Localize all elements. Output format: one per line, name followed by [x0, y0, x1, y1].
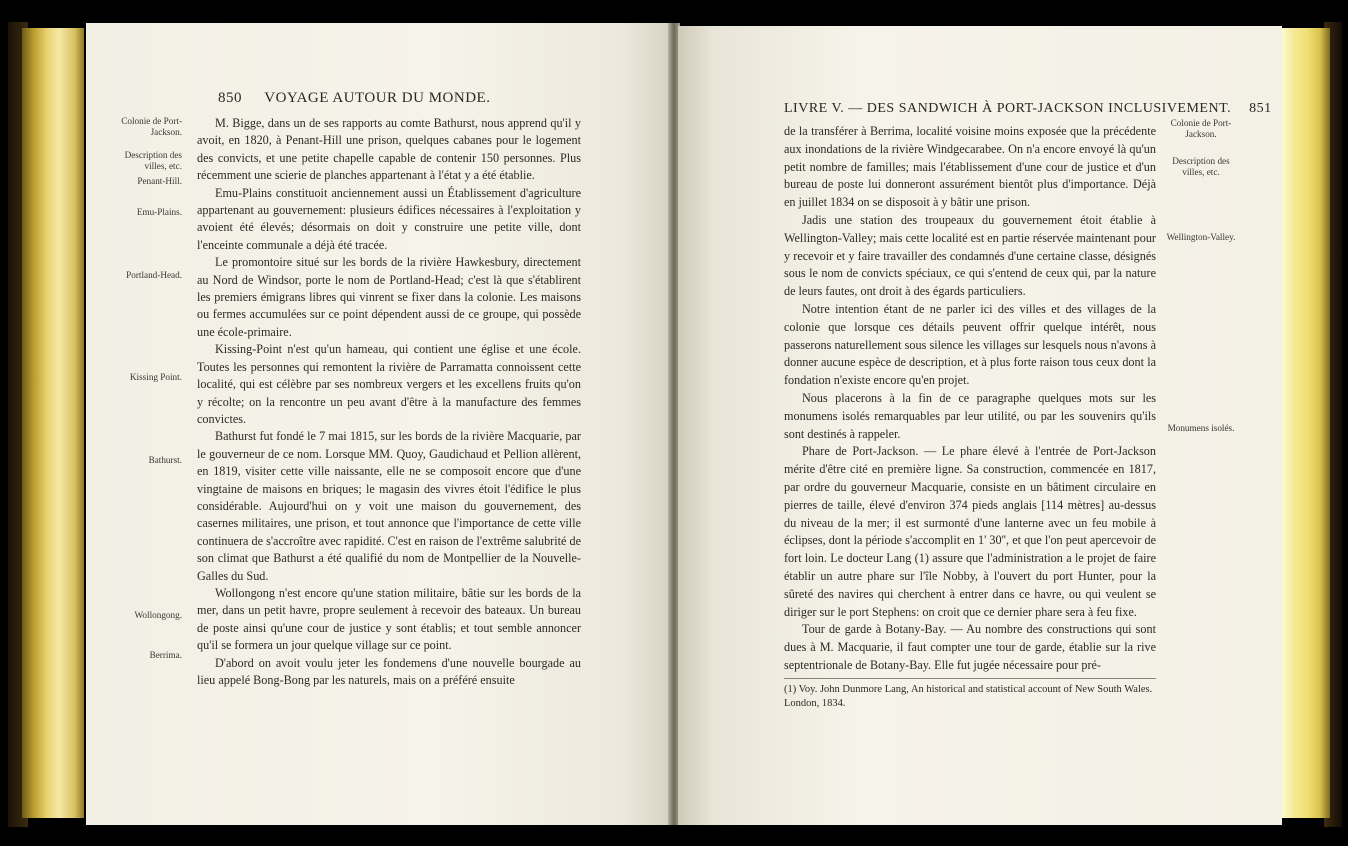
left-page	[86, 23, 670, 825]
margin-note: Kissing Point.	[129, 372, 182, 382]
margin-note: Berrima.	[149, 650, 182, 660]
right-page	[678, 26, 1282, 825]
page-edges-right	[1280, 28, 1330, 818]
footnote-divider	[784, 678, 1156, 679]
paragraph: Notre intention étant de ne parler ici des villes et des villages de la colonie que lorsque ces détails peuvent offrir quelque intérêt, nous passerons naturellement sous silence les villages sur lesquels nous n'avons à donner aucune espèce de description, et à plus forte raison tous ceux dont la fondation n'existe encore qu'en projet.	[784, 301, 1156, 388]
margin-note: Description des villes, etc.	[1172, 156, 1230, 177]
margin-note: Portland-Head.	[126, 270, 182, 280]
paragraph: de la transférer à Berrima, localité voisine moins exposée que la précédente aux inondations de la rivière Windgecarabee. On n'a encore envoyé là qu'un petit nombre de familles; mais l'établissement d'une cour de justice et d'un bureau de poste lui donneront assurément bientôt plus d'importance. Déjà en juillet 1834 on se disposoit à y bâtir une prison.	[784, 124, 1156, 210]
margin-note: Wellington-Valley.	[1166, 232, 1236, 242]
paragraph: D'abord on avoit voulu jeter les fondemens d'une nouvelle bourgade au lieu appelé Bong-Bong par les naturels, mais on a préféré ensuite	[197, 655, 581, 687]
paragraph: Jadis une station des troupeaux du gouvernement étoit établie à Wellington-Valley; mais cette localité est en partie réservée maintenant pour y recevoir et y faire travailler des condamnés d'une certaine classe, désignés sous le nom de convicts spéciaux, ce qui s'entend de ceux qui, par la nature de leurs fautes, ont droit à des égards particuliers.	[784, 212, 1156, 299]
paragraph: Bathurst fut fondé le 7 mai 1815, sur les bords de la rivière Macquarie, par le gouverneur de ce nom. Lorsque MM. Quoy, Gaudichaud et Pellion allèrent, en 1819, visiter cette ville naissante, elle ne se composoit encore que d'une vingtaine de maisons en briques; le magasin des vivres étoit l'édifice le plus considérable. Aujourd'hui on y voit une maison du gouvernement, des casernes militaires, une prison, et tout annonce que l'importance de cette ville continuera de s'accroître avec rapidité. C'est en raison de l'extrême salubrité de son climat que Bathurst a été qualifié du nom de Montpellier de la Nouvelle-Galles du Sud.	[197, 429, 581, 583]
paragraph: M. Bigge, dans un de ses rapports au comte Bathurst, nous apprend qu'il y avoit, en 1820, à Penant-Hill une prison, quelques cabanes pour le logement des convicts, et une petite chapelle capable de contenir 150 personnes. Plus récemment une scierie de planches appartenant à l'état y a été établie.	[197, 116, 581, 183]
margin-note: Wollongong.	[134, 610, 182, 620]
left-running-head: VOYAGE AUTOUR DU MONDE.	[264, 90, 491, 106]
page-edges-left	[22, 28, 84, 818]
right-page-header	[784, 101, 1272, 117]
margin-note: Emu-Plains.	[136, 207, 182, 217]
right-page-body	[784, 123, 1156, 675]
margin-note: Penant-Hill.	[137, 176, 182, 186]
paragraph: Le promontoire situé sur les bords de la rivière Hawkesbury, directement au Nord de Windsor, porte le nom de Portland-Head; c'est là que s'établirent les premiers émigrans libres qui vinrent se fixer dans la colonie. Les maisons ou fermes accumulées sur ce point dépendent aussi de ce groupe, qui possède une école-primaire.	[197, 255, 581, 339]
margin-note: Monumens isolés.	[1167, 423, 1235, 433]
left-page-number: 850	[218, 90, 242, 106]
paragraph: Tour de garde à Botany-Bay. — Au nombre des constructions qui sont dues à M. Macquarie, il faut compter une tour de garde, établie sur la rive septentrionale de Botany-Bay. Elle fut jugée nécessaire pour pré-	[784, 622, 1156, 672]
left-page-header	[218, 90, 490, 107]
paragraph: Kissing-Point n'est qu'un hameau, qui contient une église et une école. Toutes les personnes qui remontent la rivière de Parramatta connoissent cette localité, qui est célèbre par ses nombreux vergers et les excellens fruits qu'on y récolte; on la rencontre un peu avant d'être à la manufacture des femmes convictes.	[197, 342, 581, 426]
margin-note: Description des villes, etc.	[124, 150, 182, 171]
right-running-head: LIVRE V. — DES SANDWICH À PORT-JACKSON INCLUSIVEMENT.	[784, 101, 1232, 116]
margin-note: Colonie de Port-Jackson.	[121, 116, 182, 137]
margin-note: Colonie de Port-Jackson.	[1170, 118, 1232, 139]
paragraph: Nous placerons à la fin de ce paragraphe quelques mots sur les monumens isolés remarquables par leur utilité, ou par les souvenirs qu'ils sont destinés à rappeler.	[784, 390, 1156, 441]
paragraph: Phare de Port-Jackson. — Le phare élevé à l'entrée de Port-Jackson mérite d'être cité en première ligne. Sa construction, commencée en 1817, par ordre du gouverneur Macquarie, consiste en un bâtiment circulaire en pierres de taille, élevé d'environ 374 pieds anglais [114 mètres] au-dessus du niveau de la mer; il est surmonté d'une lanterne avec un feu mobile à éclipses, dont la période s'accomplit en 1' 30'', et que l'on peut apercevoir de fort loin. Le docteur Lang (1) assure que l'administration a le projet de faire établir un autre phare sur l'île Nobby, à l'ouvert du port Hunter, pour la sûreté des navires qui cherchent à entrer dans ce havre, ou qui veulent se diriger sur le port Stephens: on croit que ce dernier phare sera à feu fixe.	[784, 444, 1156, 619]
paragraph: Wollongong n'est encore qu'une station militaire, bâtie sur les bords de la mer, dans un petit havre, propre seulement à recevoir des bateaux. Un bureau de poste ainsi qu'une cour de justice y sont établis; et tout semble annoncer qu'il se formera un jour quelque village sur ce point.	[197, 585, 581, 653]
margin-note: Bathurst.	[148, 455, 182, 465]
footnote: (1) Voy. John Dunmore Lang, An historical and statistical account of New South Wales. London, 1834.	[784, 684, 1153, 709]
left-page-body	[197, 115, 581, 689]
right-page-number: 851	[1249, 101, 1272, 116]
paragraph: Emu-Plains constituoit anciennement aussi un Établissement d'agriculture appartenant au gouvernement: plusieurs édifices nécessaires à l'exploitation y avoient été élevés; désormais on doit y construire une petite ville, dont l'enceinte communale a déjà été tracée.	[197, 185, 581, 252]
